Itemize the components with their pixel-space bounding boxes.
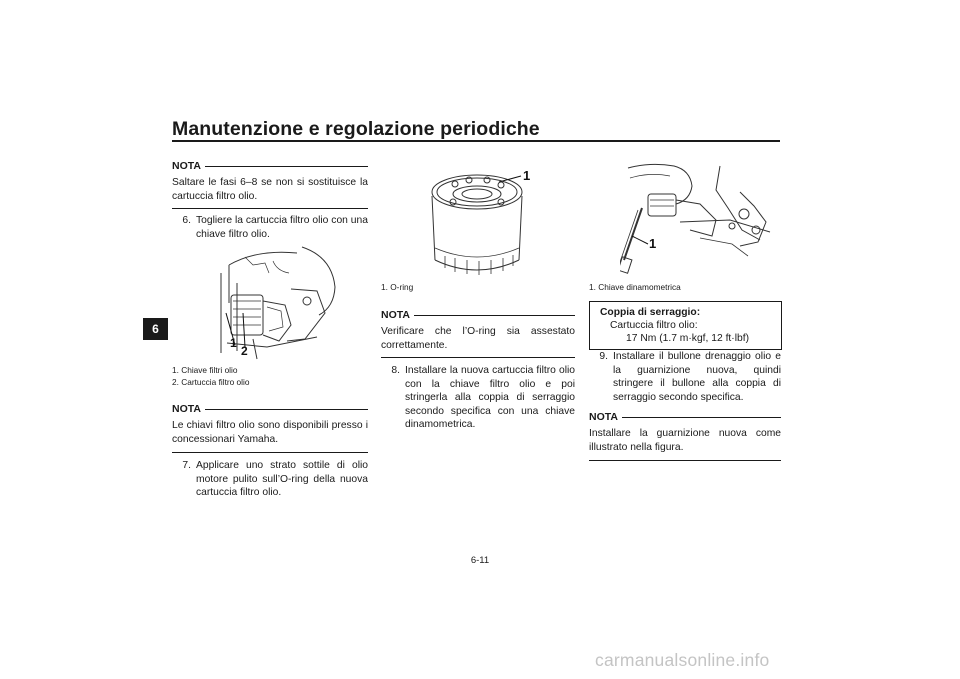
nota-heading-3 [381, 309, 575, 322]
nota-text-1: Saltare le fasi 6–8 se non si sostituisce la cartuccia filtro olio. [172, 177, 368, 202]
nota-text-4: Installare la guarnizione nuova come illustrato nella figura. [589, 428, 781, 453]
title-rule [172, 140, 780, 142]
figure-1-captions [172, 365, 368, 388]
nota-end-rule-4 [589, 460, 781, 461]
figure-torque-wrench [620, 160, 780, 280]
nota-text-2: Le chiavi filtro olio sono disponibili presso i concessionari Yamaha. [172, 420, 368, 445]
nota-heading-4 [589, 411, 781, 424]
torque-value: 17 Nm (1.7 m·kgf, 12 ft·lbf) [626, 333, 750, 344]
step-number: 8. [391, 365, 400, 376]
column-3 [589, 350, 781, 461]
page-title: Manutenzione e regolazione periodiche [172, 118, 540, 140]
step-text: Installare la nuova cartuccia filtro olio con la chiave filtro olio e poi stringerla alla coppia di serraggio secondo specifica con una chiave dinamometrica. [405, 365, 575, 430]
column-1 [172, 160, 368, 241]
step-8 [381, 364, 575, 432]
figure-oil-filter-wrench [207, 243, 337, 361]
nota-end-rule-1 [172, 208, 368, 209]
caption-1: 1. Chiave dinamometrica [589, 282, 681, 292]
nota-heading-1 [172, 160, 368, 173]
nota-label: NOTA [381, 308, 410, 321]
callout-1: 1 [649, 236, 657, 251]
nota-text-3: Verificare che l’O-ring sia assestato correttamente. [381, 326, 575, 351]
torque-title: Coppia di serraggio: [600, 307, 701, 318]
nota-end-rule-3 [381, 357, 575, 358]
step-text: Togliere la cartuccia filtro olio con una chiave filtro olio. [196, 215, 368, 240]
caption-1: 1. O-ring [381, 282, 414, 292]
figure-3-captions [589, 282, 785, 294]
chapter-tab: 6 [143, 318, 168, 340]
torque-spec-box [589, 301, 782, 350]
step-7 [172, 459, 368, 500]
figure-2-captions [381, 282, 577, 294]
step-number: 9. [599, 351, 608, 362]
figure-oil-filter-cartridge [425, 160, 545, 280]
column-2 [381, 309, 575, 432]
caption-2: 2. Cartuccia filtro olio [172, 376, 250, 387]
step-9 [589, 350, 781, 404]
caption-1: 1. Chiave filtri olio [172, 365, 238, 375]
step-6 [172, 214, 368, 241]
step-number: 6. [182, 215, 191, 226]
watermark: carmanualsonline.info [595, 650, 770, 670]
page-number: 6-11 [470, 555, 490, 566]
nota-end-rule-2 [172, 452, 368, 453]
callout-1: 1 [230, 336, 237, 350]
callout-1: 1 [523, 168, 531, 183]
nota-heading-2 [172, 403, 368, 416]
nota-label: NOTA [172, 402, 201, 415]
nota-label: NOTA [589, 410, 618, 423]
nota-label: NOTA [172, 159, 201, 172]
column-1-lower [172, 403, 368, 500]
torque-item: Cartuccia filtro olio: [610, 320, 698, 331]
callout-2: 2 [241, 344, 248, 358]
step-text: Applicare uno strato sottile di olio motore pulito sull’O-ring della nuova cartuccia filtro olio. [196, 460, 368, 498]
step-number: 7. [182, 460, 191, 471]
step-text: Installare il bullone drenaggio olio e la guarnizione nuova, quindi stringere il bullone alla coppia di serraggio secondo specifica. [613, 351, 781, 403]
